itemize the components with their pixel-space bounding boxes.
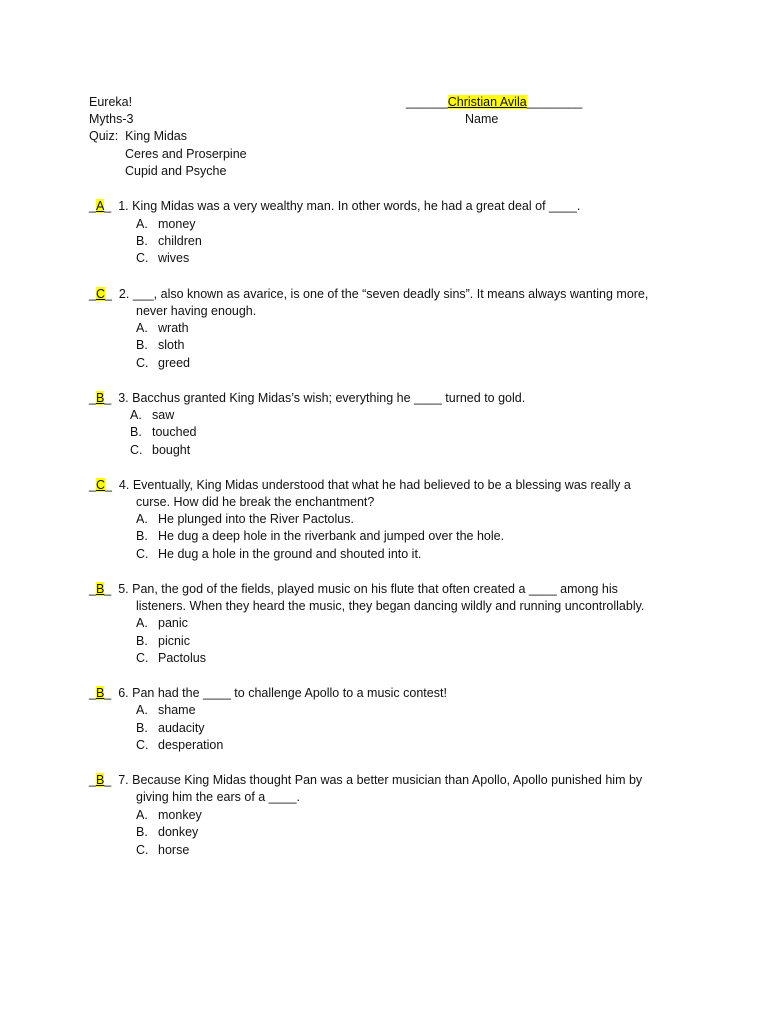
question-text-2-line-1: ___, also known as avarice, is one of the “seven deadly sins”. It means always wanting more, (132, 287, 649, 301)
quiz-topic-3: Cupid and Psyche (125, 164, 227, 178)
option-5a: A. panic (136, 616, 188, 630)
option-5c: C. Pactolus (136, 651, 206, 665)
question-number-6: 6. (118, 686, 129, 700)
option-6c: C. desperation (136, 738, 224, 752)
option-3a: A. saw (130, 408, 175, 422)
answer-2: C (95, 287, 105, 301)
answer-4: C (95, 478, 105, 492)
unit-label: Myths-3 (89, 112, 134, 126)
name-underline-lead: ______ (406, 95, 448, 109)
option-3b: B. touched (130, 425, 197, 439)
question-number-4: 4. (118, 478, 130, 492)
option-6a: A. shame (136, 703, 196, 717)
quiz-prefix: Quiz: (89, 129, 119, 143)
school-name: Eureka! (89, 95, 133, 109)
name-label: Name (465, 112, 499, 126)
question-text-7-line-2: giving him the ears of a ____. (136, 790, 300, 804)
question-number-7: 7. (118, 773, 129, 787)
option-4b: B. He dug a deep hole in the riverbank and jumped over the hole. (136, 529, 505, 543)
question-text-4-line-2: curse. How did he break the enchantment? (136, 495, 375, 509)
option-2c: C. greed (136, 356, 190, 370)
question-4: _C_ 4. Eventually, King Midas understood that what he had believed to be a blessing was really a (89, 478, 631, 492)
answer-3: B (95, 391, 105, 405)
option-7a: A. monkey (136, 808, 202, 822)
option-7b: B. donkey (136, 825, 199, 839)
question-text-4-line-1: Eventually, King Midas understood that what he had believed to be a blessing was really a (132, 478, 631, 492)
name-underline-trail: ________ (526, 95, 583, 109)
option-4c: C. He dug a hole in the ground and shouted into it. (136, 547, 422, 561)
option-1c: C. wives (136, 251, 190, 265)
quiz-title (89, 128, 187, 145)
option-6b: B. audacity (136, 721, 205, 735)
answer-6: B (95, 686, 105, 700)
question-2: _C_ 2. ___, also known as avarice, is one of the “seven deadly sins”. It means always wanting more, (89, 287, 649, 301)
option-4a: A. He plunged into the River Pactolus. (136, 512, 354, 526)
option-1b: B. children (136, 234, 202, 248)
option-5b: B. picnic (136, 634, 190, 648)
quiz-topic-1: King Midas (125, 129, 187, 143)
student-name-field (406, 94, 582, 111)
question-6: _B_ 6. Pan had the ____ to challenge Apollo to a music contest! (89, 686, 447, 700)
option-3c: C. bought (130, 443, 191, 457)
question-number-3: 3. (118, 391, 129, 405)
student-name: Christian Avila (447, 95, 527, 109)
question-number-2: 2. (118, 287, 130, 301)
option-1a: A. money (136, 217, 196, 231)
question-5: _B_ 5. Pan, the god of the fields, played music on his flute that often created a ____ among his (89, 582, 618, 596)
answer-5: B (95, 582, 105, 596)
question-7: _B_ 7. Because King Midas thought Pan was a better musician than Apollo, Apollo punished him by (89, 773, 643, 787)
question-1: _A_ 1. King Midas was a very wealthy man. In other words, he had a great deal of ____. (89, 199, 581, 213)
answer-7: B (95, 773, 105, 787)
answer-1: A (95, 199, 105, 213)
option-2b: B. sloth (136, 338, 185, 352)
question-text-6-line-1: Pan had the ____ to challenge Apollo to a music contest! (132, 686, 447, 700)
question-text-5-line-2: listeners. When they heard the music, they began dancing wildly and running uncontrollably. (136, 599, 645, 613)
option-2a: A. wrath (136, 321, 189, 335)
question-text-5-line-1: Pan, the god of the fields, played music on his flute that often created a ____ among his (132, 582, 618, 596)
option-7c: C. horse (136, 843, 190, 857)
question-number-5: 5. (118, 582, 129, 596)
question-3: _B_ 3. Bacchus granted King Midas’s wish; everything he ____ turned to gold. (89, 391, 526, 405)
question-text-2-line-2: never having enough. (136, 304, 257, 318)
question-number-1: 1. (118, 199, 129, 213)
question-text-3-line-1: Bacchus granted King Midas’s wish; everything he ____ turned to gold. (132, 391, 526, 405)
question-text-7-line-1: Because King Midas thought Pan was a better musician than Apollo, Apollo punished him by (132, 773, 643, 787)
quiz-topic-2: Ceres and Proserpine (125, 147, 247, 161)
question-text-1-line-1: King Midas was a very wealthy man. In other words, he had a great deal of ____. (132, 199, 581, 213)
